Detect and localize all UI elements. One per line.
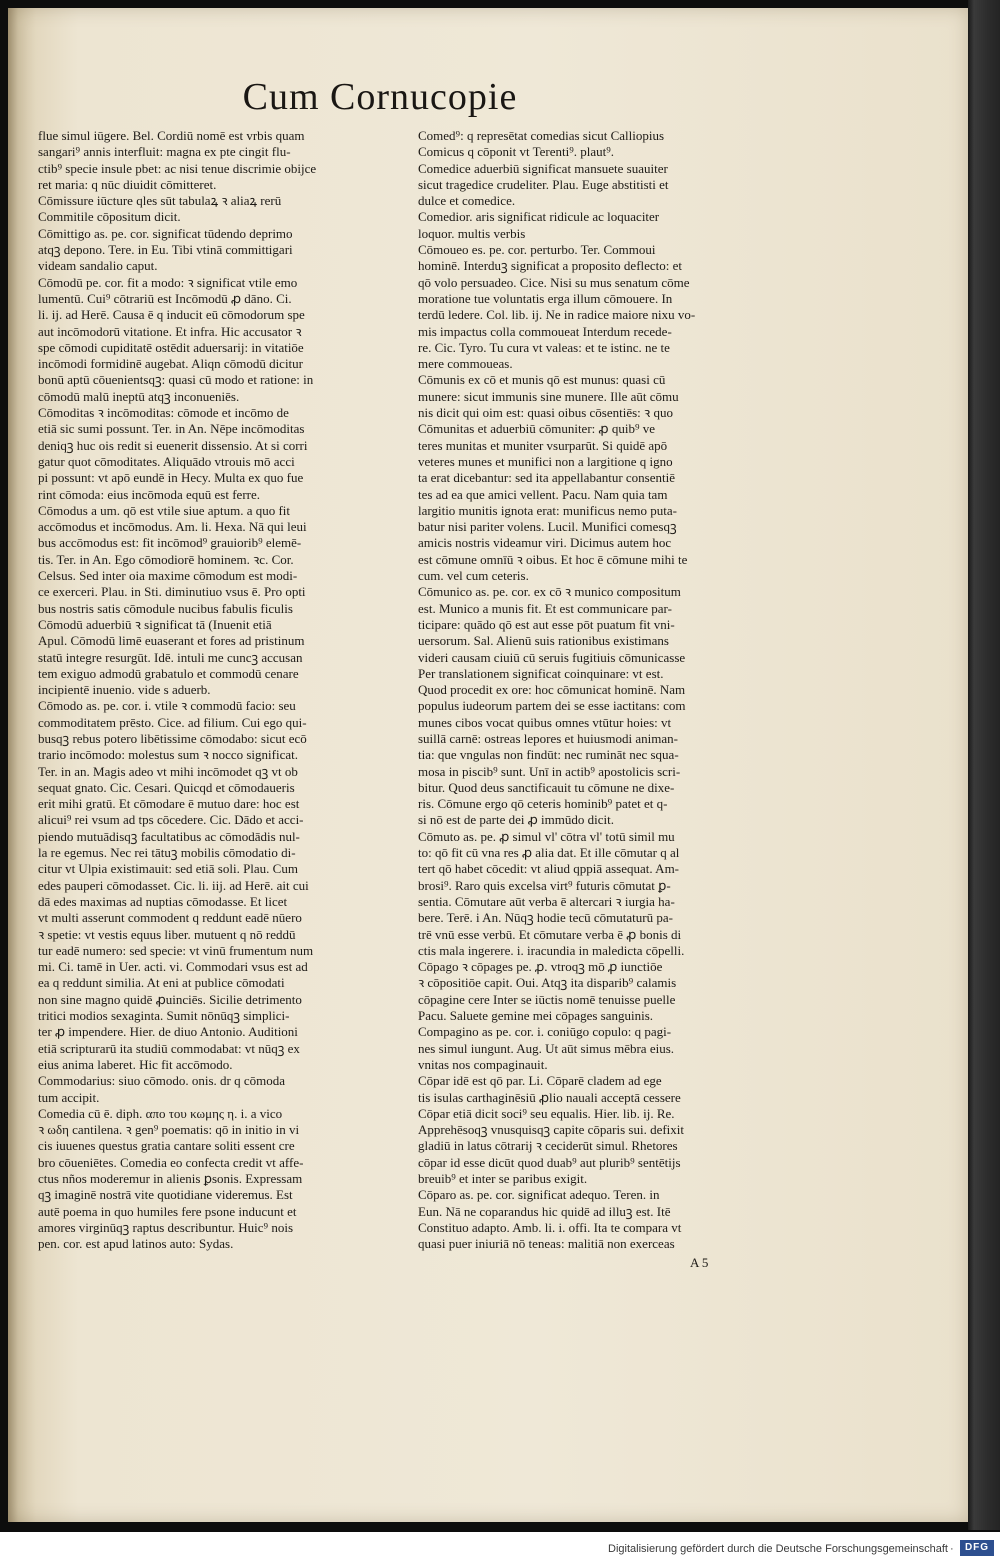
left-column-line: spe cōmodi cupiditatē ostēdit aduersarij: in vitatiōe	[38, 339, 304, 355]
left-column-line: busqꝫ rebus potero libētissime cōmodabo: sicut ecō	[38, 730, 307, 746]
left-column-line: videam sandalio caput.	[38, 258, 158, 274]
left-column-line: Cōmodū aduerbiū ꝛ significat tā (Inuenit etiā	[38, 616, 272, 632]
left-column-line: Cōmodū pe. cor. fit a modo: ꝛ significat vtile emo	[38, 274, 298, 290]
left-column-line: bro cōueniētes. Comedia eo confecta credit vt affe-	[38, 1154, 304, 1170]
left-column-line: edes pauperi cōmodasset. Cic. li. iij. ad Herē. ait cui	[38, 877, 309, 893]
right-column-line: mere commoueas.	[418, 356, 513, 372]
left-column-line: statū integre resurgūt. Idē. intuli me cuncꝫ accusan	[38, 649, 303, 665]
left-column-line: eius anima laberet. Hic fit accōmodo.	[38, 1056, 233, 1072]
left-text-column	[38, 128, 392, 1258]
right-column-line: Cōmuto as. pe. ꝓ simul vl' cōtra vl' totū simil mu	[418, 828, 675, 844]
left-column-line: Cōmissure iūcture qles sūt tabulaꝝ ꝛ aliaꝝ rerū	[38, 193, 282, 209]
right-column-line: trē vnū esse verbū. Et cōmutare verba ē ꝓ bonis di	[418, 926, 682, 942]
right-column-line: Comedice aduerbiū significat mansuete suauiter	[418, 160, 668, 176]
right-column-line: Cōparo as. pe. cor. significat adequo. Teren. in	[418, 1187, 660, 1203]
right-column-line: cum. vel cum ceteris.	[418, 568, 529, 584]
right-column-line: Cōmunis ex cō et munis qō est munus: quasi cū	[418, 372, 666, 388]
right-column-line: Eun. Nā ne coparandus hic quidē ad illuꝫ est. Itē	[418, 1203, 671, 1219]
right-column-line: Comicus q cōponit vt Terenti⁹. plaut⁹.	[418, 144, 615, 160]
right-column-line: teres munitas et muniter vsurparūt. Si quidē apō	[418, 437, 668, 453]
left-column-line: cōmodū malū ineptū atqꝫ inconueniēs.	[38, 388, 240, 404]
left-column-line: piendo mutuādisqꝫ facultatibus ac cōmodādis nul-	[38, 828, 300, 844]
right-column-line: mosa in piscib⁹ sunt. Unī in actib⁹ apostolicis scri-	[418, 763, 681, 779]
left-column-line: ea q reddunt similia. At eni at publice cōmodati	[38, 975, 285, 991]
page-title: Cum Cornucopie	[242, 76, 518, 118]
left-column-line: ce exerceri. Plau. in Sti. diminutiuo vsus ē. Pro opti	[38, 584, 306, 600]
left-column-line: tis. Ter. in An. Ego cōmodiorē hominem. ꝛc. Cor.	[38, 551, 294, 567]
left-column-line: Cōmoditas ꝛ incōmoditas: cōmode et incōmo de	[38, 405, 289, 421]
right-column-line: munere: sicut immunis sine munere. Ille aūt cōmu	[418, 388, 679, 404]
right-column-line: Cōpar idē est qō par. Li. Cōparē cladem ad ege	[418, 1073, 662, 1089]
right-column-line: qō volo persuadeo. Cice. Nisi su mus senatum cōme	[418, 274, 690, 290]
left-column-line: autē poema in quo humiles fere psone inducunt et	[38, 1203, 297, 1219]
left-column-line: ꝛ ωδη cantilena. ꝛ gen⁹ poematis: qō in initio in vi	[38, 1122, 300, 1138]
right-column-line: ꝛ cōpositiōe capit. Oui. Atqꝫ ita disparib⁹ calamis	[418, 975, 677, 991]
right-column-line: munes cibos vocat quibus omnes vtūtur hoies: vt	[418, 714, 672, 730]
left-column-line: gatur quot cōmoditates. Aliquādo vtrouis mō acci	[38, 453, 295, 469]
left-column-line: trario incōmodo: molestus sum ꝛ nocco significat.	[38, 747, 298, 763]
signature-mark: A 5	[690, 1255, 709, 1270]
right-column-line: Compagino as pe. cor. i. coniūgo copulo: q pagi-	[418, 1024, 672, 1040]
right-column-line: mis impactus colla commoueat Interdum recede-	[418, 323, 672, 339]
left-column-line: pi possunt: vt apō eundē in Hecy. Multa ex quo fue	[38, 470, 304, 486]
right-column-line: cōpar id esse dicūt quod duab⁹ aut plurib⁹ sentētijs	[418, 1154, 681, 1170]
left-column-line: bus accōmodus est: fit incōmod⁹ grauiorib⁹ elemē-	[38, 535, 302, 551]
left-column-line: Celsus. Sed inter oia maxime cōmodum est modi-	[38, 568, 298, 584]
right-column-line: uersorum. Sal. Alienū suis rationibus existimans	[418, 633, 669, 649]
left-column-line: non sine magno quidē ꝓuinciēs. Sicilie detrimento	[38, 991, 302, 1007]
right-column-line: videri causam ciuiū cū seruis fugitiuis cōmunicasse	[418, 649, 686, 665]
right-column-line: ticipare: quādo qō est aut esse pōt puatum fit vni-	[418, 616, 675, 632]
right-column-line: breuib⁹ et inter se paribus exigit.	[418, 1171, 588, 1186]
right-column-line: amicis nostris videamur viri. Dicimus autem hoc	[418, 535, 672, 551]
right-column-line: batur nisi pariter volens. Lucil. Munifici comesqꝫ	[418, 519, 677, 535]
right-column-line: largitio munitis ignota erat: munificus nemo puta-	[418, 502, 677, 518]
left-column-line: cis iuuenes questus gratia cantare soliti essent cre	[38, 1138, 295, 1154]
right-column-line: bere. Terē. i An. Nūqꝫ hodie tecū cōmutaturū pa-	[418, 910, 673, 926]
right-column-line: populus iudeorum partem dei se esse iactitans: com	[418, 698, 686, 714]
left-column-line: Comedia cū ē. diph. απο του κωμης η. i. a vico	[38, 1105, 283, 1121]
right-column-line: dulce et comedice.	[418, 193, 516, 209]
left-column-line: Ter. in an. Magis adeo vt mihi incōmodet qꝫ vt ob	[38, 763, 298, 779]
right-column-line: Cōpago ꝛ cōpages pe. ꝓ. vtroqꝫ mō ꝓ iunctiōe	[418, 959, 663, 975]
right-column-line: ris. Cōmune ergo qō ceteris hominib⁹ patet et q-	[418, 796, 668, 812]
right-column-line: Comedior. aris significat ridicule ac loquaciter	[418, 209, 660, 225]
right-column-line: vnitas nos compaginauit.	[418, 1056, 548, 1072]
left-column-line: tritici modios sexaginta. Sumit nōnūqꝫ simplici-	[38, 1008, 290, 1024]
right-column-line: tis isulas carthaginēsiū ꝓlio nauali acceptā cessere	[418, 1089, 681, 1105]
dfg-logo-icon: DFG	[960, 1540, 994, 1556]
left-column-line: vt multi asserunt commodent q reddunt eadē nūero	[38, 910, 302, 926]
left-column-line: bonū aptū cōuenientsqꝫ: quasi cū modo et ratione: in	[38, 372, 314, 388]
right-column-line: cōpagine cere Inter se iūctis nomē tenuisse puelle	[418, 991, 676, 1007]
right-column-line: Quod procedit ex ore: hoc cōmunicat hominē. Nam	[418, 682, 686, 698]
left-column-line: ctib⁹ specie insule pbet: ac nisi tenue discrimie obijce	[38, 160, 317, 176]
right-column-line: quasi puer iniuriā nō teneas: malitiā non exerceas	[418, 1236, 675, 1252]
right-column-line: Pacu. Saluete gemine mei cōpages sanguinis.	[418, 1008, 654, 1024]
left-column-line: Commitile cōpositum dicit.	[38, 209, 181, 225]
right-column-line: Cōmunico as. pe. cor. ex cō ꝛ munico compositum	[418, 584, 681, 600]
right-column-line: to: qō fit cū vna res ꝓ alia dat. Et ille cōmutar q al	[418, 845, 680, 861]
right-column-line: si nō est de parte dei ꝓ immūdo dicit.	[418, 812, 615, 828]
right-column-line: tia: que vngulas non findūt: nec rumināt nec squa-	[418, 747, 679, 763]
right-column-line: brosi⁹. Raro quis excelsa virt⁹ futuris cōmutat ꝑ-	[418, 877, 671, 893]
right-column-line: nes simul iungunt. Aug. Ut aūt simus mēbra eius.	[418, 1040, 675, 1056]
left-column-line: etiā scripturarū ita studiū commodabat: vt nūqꝫ ex	[38, 1040, 300, 1056]
left-column-line: ctus nños moderemur in alienis ꝑsonis. Expressam	[38, 1171, 303, 1186]
right-column-line: sicut tragedice crudeliter. Plau. Euge abstitisti et	[418, 176, 669, 192]
right-column-line: Per translationem significat coinquinare: vt est.	[418, 665, 664, 681]
right-column-line: sentia. Cōmutare aūt verba ē altercari ꝛ iurgia ha-	[418, 893, 675, 909]
left-column-line: Cōmodus a um. qō est vtile siue aptum. a quo fit	[38, 502, 291, 518]
footer-separator: ·	[950, 1543, 954, 1555]
right-column-line: ctis mala ingerere. i. iracundia in maledicta cōpelli.	[418, 942, 685, 958]
left-column-line: erit mihi gratū. Et cōmodare ē mutuo dare: hoc est	[38, 796, 300, 812]
left-column-line: li. ij. ad Herē. Causa ē q inducit eū cōmodorum spe	[38, 307, 305, 323]
funding-credit: Digitalisierung gefördert durch die Deutsche Forschungsgemeinschaft	[608, 1543, 948, 1555]
left-column-line: sangari⁹ annis interfluit: magna ex pte cingit flu-	[38, 144, 291, 160]
right-column-line: Cōpar etiā dicit soci⁹ seu equalis. Hier. lib. ij. Re.	[418, 1105, 675, 1121]
left-column-line: Apul. Cōmodū limē euaserant et fores ad pristinum	[38, 633, 305, 649]
footer-bar	[0, 1532, 1000, 1564]
left-column-line: dā edes maximas ad nuptias cōmodasse. Et licet	[38, 893, 288, 909]
right-column-line: gladiū in latus cōtrarij ꝛ ceciderūt simul. Rhetores	[418, 1138, 678, 1154]
right-column-line: Cōmunitas et aduerbiū cōmuniter: ꝓ quib⁹ ve	[418, 421, 655, 437]
left-column-line: ter ꝓ impendere. Hier. de diuo Antonio. Auditioni	[38, 1024, 298, 1040]
left-column-line: tem exiguo admodū grabatulo et commodū cenare	[38, 665, 299, 681]
left-column-line: accōmodus et incōmodus. Am. li. Hexa. Nā qui leui	[38, 519, 307, 535]
left-column-line: etiā sic sumi possunt. Ter. in An. Nēpe incōmoditas	[38, 421, 305, 437]
right-column-line: terdū ledere. Col. lib. ij. Ne in radice maiore nixu vo-	[418, 307, 696, 323]
right-column-line: Cōmoueo es. pe. cor. perturbo. Ter. Commoui	[418, 242, 656, 258]
right-column-line: moratione tue voluntatis erga illum cōmouere. In	[418, 290, 673, 306]
scan-background-edge	[968, 0, 1000, 1530]
right-column-line: Apprehēsoqꝫ vnusquisqꝫ capite cōparis sui. defixit	[418, 1122, 685, 1138]
right-column-line: est. Munico a munis fit. Et est communicare par-	[418, 600, 672, 616]
left-column-line: Cōmittigo as. pe. cor. significat tūdendo deprimo	[38, 225, 293, 241]
left-column-line: incōmodi formidinē augebat. Aliqn cōmodū dicitur	[38, 356, 304, 372]
right-column-line: Constituo adapto. Amb. li. i. offi. Ita te compara vt	[418, 1219, 682, 1235]
left-column-line: ret maria: q nūc diuidit cōmitteret.	[38, 176, 217, 192]
right-column-line: tert qō habet cōcedit: vt aliud qppiā assequat. Am-	[418, 861, 680, 877]
left-column-line: tur eadē numero: sed specie: vt vinū frumentum num	[38, 942, 314, 958]
left-column-line: Commodarius: siuo cōmodo. onis. dr q cōmoda	[38, 1073, 285, 1089]
left-column-line: atqꝫ depono. Tere. in Eu. Tibi vtinā committigari	[38, 242, 293, 258]
right-column-line: Comed⁹: q represētat comedias sicut Calliopius	[418, 128, 665, 143]
left-column-line: tum accipit.	[38, 1089, 100, 1105]
left-column-line: la re egemus. Nec rei tātuꝫ mobilis cōmodatio di-	[38, 845, 296, 861]
right-column-line: tes ad ea que amici vellent. Pacu. Nam quia tam	[418, 486, 668, 502]
right-column-line: suillā carnē: ostreas lepores et huiusmodi animan-	[418, 730, 678, 746]
left-column-line: deniqꝫ huc ois redit si euenerit dissensio. At si corri	[38, 437, 308, 453]
left-column-line: lumentū. Cui⁹ cōtrariū est Incōmodū ꝓ dāno. Ci.	[38, 290, 292, 306]
left-column-line: rint cōmoda: eius incōmoda equū est ferre.	[38, 486, 261, 502]
left-column-line: mi. Ci. tamē in Uer. acti. vi. Commodari vsus est ad	[38, 959, 308, 975]
left-column-line: sequat gnato. Cic. Cesari. Quicqd et cōmodaueris	[38, 779, 295, 795]
left-column-line: qꝫ imaginē nostrā vite quotidiane videremus. Est	[38, 1187, 293, 1203]
right-column-line: hominē. Interduꝫ significat a proposito deflecto: et	[418, 258, 683, 274]
left-column-line: ꝛ spetie: vt vestis equus liber. mutuent q nō reddū	[38, 926, 296, 942]
left-column-line: bus nostris satis cōmodule nucibus fabulis ficulis	[38, 600, 293, 616]
left-column-line: commoditatem prēsto. Cice. ad filium. Cui ego qui-	[38, 714, 307, 730]
left-column-line: aut incōmodorū vitatione. Et infra. Hic accusator ꝛ	[38, 323, 302, 339]
right-text-column	[418, 128, 768, 1258]
left-column-line: alicui⁹ rei vsum ad tps cōcedere. Cic. Dādo et acci-	[38, 812, 304, 828]
left-column-line: amores virginūqꝫ raptus describuntur. Huic⁹ nois	[38, 1219, 294, 1235]
right-column-line: est cōmune omnīū ꝛ oibus. Et hoc ē cōmune mihi te	[418, 551, 688, 567]
right-column-line: re. Cic. Tyro. Tu cura vt valeas: et te istinc. ne te	[418, 339, 670, 355]
left-column-line: Cōmodo as. pe. cor. i. vtile ꝛ commodū facio: seu	[38, 698, 296, 714]
left-column-line: flue simul iūgere. Bel. Cordiū nomē est vrbis quam	[38, 128, 305, 143]
right-column-line: veteres munes et munifici non a largitione q igno	[418, 453, 673, 469]
right-column-line: nis dicit qui oim est: quasi oibus cōsentiēs: ꝛ quo	[418, 405, 673, 421]
left-column-line: incipientē inuenio. vide s aduerb.	[38, 682, 211, 698]
left-column-line: pen. cor. est apud latinos auto: Sydas.	[38, 1236, 234, 1252]
right-column-line: bitur. Quod deus sanctificauit tu cōmune ne dixe-	[418, 779, 675, 795]
right-column-line: loquor. multis verbis	[418, 225, 526, 241]
right-column-line: ta erat dicebantur: sed ita appellabantur consentiē	[418, 470, 675, 486]
left-column-line: citur vt Ulpia existimauit: sed etiā soli. Plau. Cum	[38, 861, 298, 877]
